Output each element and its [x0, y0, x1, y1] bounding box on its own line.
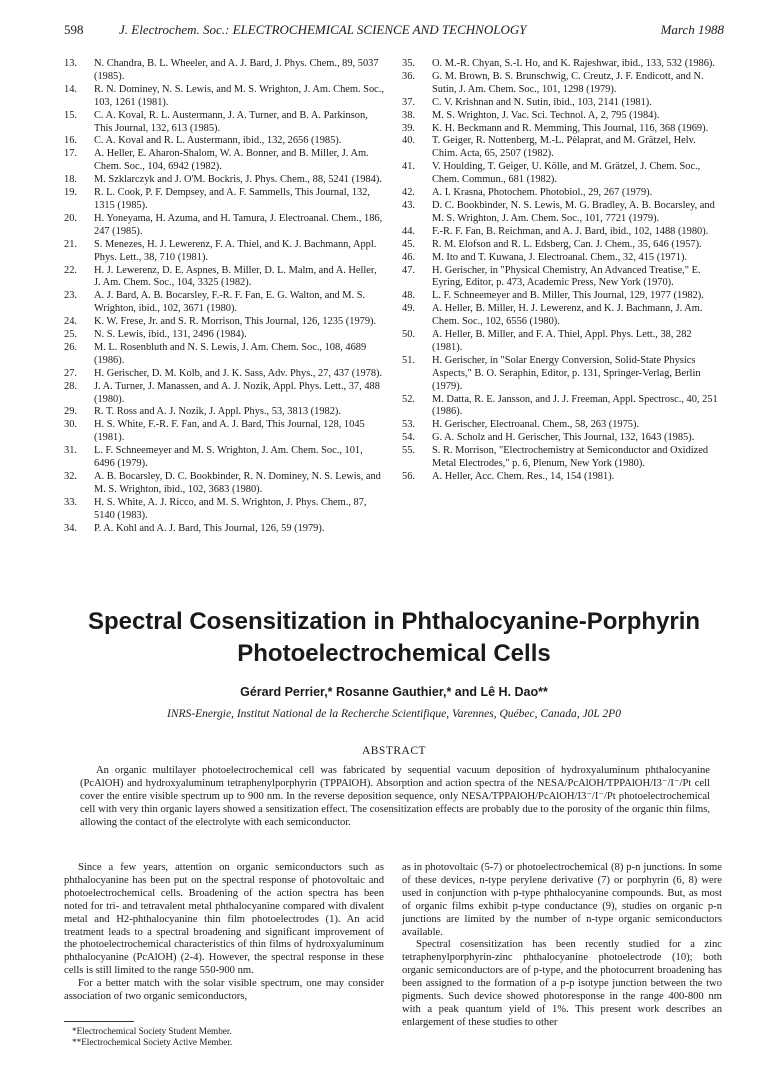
reference-text: K. W. Frese, Jr. and S. R. Morrison, This Journal, 126, 1235 (1979). [94, 316, 377, 328]
reference-number: 38. [402, 109, 415, 121]
reference-item [64, 471, 384, 497]
reference-number: 30. [64, 419, 77, 431]
reference-text: N. S. Lewis, ibid., 131, 2496 (1984). [94, 329, 247, 341]
reference-number: 48. [402, 290, 415, 302]
reference-number: 17. [64, 148, 77, 160]
issue-date: March 1988 [660, 22, 724, 37]
reference-text: V. Houlding, T. Geiger, U. Kölle, and M. Grätzel, J. Chem. Soc., Chem. Commun., 681 (1982). [432, 161, 701, 186]
reference-column-left [64, 58, 384, 536]
reference-number: 35. [402, 58, 415, 69]
reference-item [402, 58, 722, 71]
reference-item [402, 110, 722, 123]
reference-text: L. F. Schneemeyer and M. S. Wrighton, J. Am. Chem. Soc., 101, 6496 (1979). [94, 445, 363, 470]
article-affiliation: INRS-Energie, Institut National de la Recherche Scientifique, Varennes, Québec, Canada, J0L 2P0 [167, 708, 621, 720]
reference-number: 15. [64, 109, 77, 121]
reference-item [64, 497, 384, 523]
reference-number: 45. [402, 238, 415, 250]
reference-number: 14. [64, 83, 77, 95]
reference-text: A. I. Krasna, Photochem. Photobiol., 29, 267 (1979). [432, 187, 653, 199]
reference-text: T. Geiger, R. Nottenberg, M.-L. Pèlaprat, and M. Grätzel, Helv. Chim. Acta, 65, 2507 (1982). [432, 135, 696, 160]
body-paragraph: For a better match with the solar visible spectrum, one may consider association of two organic semiconductors, [64, 978, 384, 1003]
reference-text: H. Yoneyama, H. Azuma, and H. Tamura, J. Electroanal. Chem., 186, 247 (1985). [94, 212, 383, 237]
reference-text: G. M. Brown, B. S. Brunschwig, C. Creutz, J. F. Endicott, and N. Sutin, J. Am. Chem. Soc., 101, 1298 (1979). [432, 70, 704, 95]
reference-text: A. B. Bocarsley, D. C. Bookbinder, R. N. Dominey, N. S. Lewis, and M. S. Wrighton, ibid., 102, 3683 (1980). [94, 471, 381, 495]
reference-number: 21. [64, 238, 77, 250]
reference-text: N. Chandra, B. L. Wheeler, and A. J. Bard, J. Phys. Chem., 89, 5037 (1985). [94, 58, 379, 82]
reference-text: R. N. Dominey, N. S. Lewis, and M. S. Wrighton, J. Am. Chem. Soc., 103, 1261 (1981). [94, 83, 384, 108]
reference-number: 40. [402, 135, 415, 147]
reference-text: H. J. Lewerenz, D. E. Aspnes, B. Miller, D. L. Malm, and A. Heller, J. Am. Chem. Soc., 104, 3325 (1982). [94, 264, 377, 289]
reference-item [402, 303, 722, 329]
reference-item [64, 445, 384, 471]
reference-number: 56. [402, 471, 415, 482]
reference-text: H. Gerischer, in "Physical Chemistry, An Advanced Treatise," E. Eyring, Editor, p. 473, Academic Press, New York (1970). [432, 264, 701, 289]
reference-item [402, 200, 722, 226]
reference-text: G. A. Scholz and H. Gerischer, This Journal, 132, 1643 (1985). [432, 432, 695, 444]
body-paragraph: as in photovoltaic (5-7) or photoelectrochemical (8) p-n junctions. In some of these devices, n-type perylene derivative (7) or porphyrin (6, 8) were used in conjunction with p-type phthalocyanine compounds. But, as most of organic films exhibit p-type conductance (9), studies on organic p-n junctions are limited by the number of n-type organic semiconductors available. [402, 862, 722, 938]
reference-text: C. A. Koval, R. L. Austermann, J. A. Turner, and B. A. Parkinson, This Journal, 132, 613 (1985). [94, 109, 368, 134]
reference-item [64, 290, 384, 316]
footnote: **Electrochemical Society Active Member. [72, 1037, 233, 1047]
reference-item [64, 148, 384, 174]
reference-item [64, 342, 384, 368]
reference-item [402, 394, 722, 420]
body-column-left [64, 862, 384, 1004]
reference-item [64, 406, 384, 419]
reference-item [64, 187, 384, 213]
journal-title: J. Electrochem. Soc.: ELECTROCHEMICAL SCIENCE AND TECHNOLOGY [119, 22, 527, 37]
reference-number: 52. [402, 393, 415, 405]
reference-text: H. S. White, A. J. Ricco, and M. S. Wrighton, J. Phys. Chem., 87, 5140 (1983). [94, 496, 367, 521]
reference-text: A. Heller, E. Aharon-Shalom, W. A. Bonner, and B. Miller, J. Am. Chem. Soc., 104, 6942 (1982). [94, 148, 369, 173]
reference-text: M. Ito and T. Kuwana, J. Electroanal. Chem., 32, 415 (1971). [432, 251, 687, 263]
reference-text: H. S. White, F.-R. F. Fan, and A. J. Bard, This Journal, 128, 1045 (1981). [94, 419, 365, 444]
reference-item [64, 135, 384, 148]
reference-item [402, 135, 722, 161]
article-title [64, 606, 724, 670]
reference-item [402, 252, 722, 265]
reference-text: A. J. Bard, A. B. Bocarsley, F.-R. F. Fan, E. G. Walton, and M. S. Wrighton, ibid., 102, 3671 (1980). [94, 290, 366, 315]
reference-number: 29. [64, 406, 77, 418]
reference-item [402, 97, 722, 110]
reference-text: R. M. Elofson and R. L. Edsberg, Can. J. Chem., 35, 646 (1957). [432, 238, 702, 250]
article-title-line: Photoelectrochemical Cells [237, 640, 551, 667]
reference-item [64, 58, 384, 84]
reference-text: R. T. Ross and A. J. Nozik, J. Appl. Phys., 53, 3813 (1982). [94, 406, 341, 418]
reference-item [64, 523, 384, 536]
reference-text: F.-R. F. Fan, B. Reichman, and A. J. Bard, ibid., 102, 1488 (1980). [432, 225, 709, 237]
reference-item [64, 381, 384, 407]
reference-number: 37. [402, 96, 415, 108]
reference-column-right [402, 58, 722, 484]
reference-number: 20. [64, 212, 77, 224]
reference-item [402, 161, 722, 187]
reference-text: S. R. Morrison, "Electrochemistry at Semiconductor and Oxidized Metal Electrodes," p. 6, Plenum, New York (1980). [432, 445, 709, 470]
article-authors: Gérard Perrier,* Rosanne Gauthier,* and Lê H. Dao** [240, 685, 548, 699]
reference-number: 32. [64, 471, 77, 482]
reference-number: 43. [402, 199, 415, 211]
reference-number: 36. [402, 70, 415, 82]
reference-number: 44. [402, 225, 415, 237]
reference-item [402, 239, 722, 252]
reference-item [402, 329, 722, 355]
reference-number: 55. [402, 445, 415, 457]
footnote-rule [64, 1021, 134, 1022]
reference-number: 50. [402, 329, 415, 341]
reference-number: 22. [64, 264, 77, 276]
reference-item [402, 355, 722, 394]
body-column-right [402, 862, 722, 1030]
footnote: *Electrochemical Society Student Member. [72, 1026, 232, 1036]
reference-number: 26. [64, 341, 77, 353]
reference-text: R. L. Cook, P. F. Dempsey, and A. F. Sammells, This Journal, 132, 1315 (1985). [94, 187, 371, 211]
reference-item [64, 110, 384, 136]
reference-number: 33. [64, 496, 77, 508]
reference-text: C. V. Krishnan and N. Sutin, ibid., 103, 2141 (1981). [432, 96, 652, 108]
reference-number: 27. [64, 367, 77, 379]
abstract-heading: ABSTRACT [361, 745, 427, 757]
reference-number: 42. [402, 187, 415, 199]
reference-item [64, 419, 384, 445]
reference-number: 49. [402, 303, 415, 315]
reference-item [402, 471, 722, 484]
reference-number: 24. [64, 316, 77, 328]
reference-text: S. Menezes, H. J. Lewerenz, F. A. Thiel, and K. J. Bachmann, Appl. Phys. Lett., 38, 710 (1981). [94, 238, 377, 263]
reference-text: M. Szklarczyk and J. O'M. Bockris, J. Phys. Chem., 88, 5241 (1984). [94, 174, 382, 186]
reference-number: 31. [64, 445, 77, 457]
reference-number: 19. [64, 187, 77, 199]
abstract-text: An organic multilayer photoelectrochemical cell was fabricated by sequential vacuum deposition of hydroxyaluminum phthalocyanine (PcAlOH) and hydroxyaluminum tetraphenylporphyrin (TPPAlOH). Absorption and action spectra of the NESA/PcAlOH/TPPAlOH/I3⁻/I⁻/Pt cell cover the entire visible spectrum up to 900 nm. In the reverse deposition sequence, only NESA/TPPAlOH/PcAlOH/I3⁻/I⁻/Pt photoelectrochemical cell with very thin organic layers showed a sensitization effect. The cosensitization effects are probably due to the porosity of the organic thin films, allowing the contact of the electrolyte with each semiconductor. [80, 765, 710, 828]
reference-item [64, 174, 384, 187]
reference-number: 28. [64, 380, 77, 392]
reference-item [402, 226, 722, 239]
reference-text: J. A. Turner, J. Manassen, and A. J. Nozik, Appl. Phys. Lett., 37, 488 (1980). [94, 380, 380, 405]
reference-text: A. Heller, Acc. Chem. Res., 14, 154 (1981). [432, 471, 615, 482]
reference-item [402, 265, 722, 291]
reference-number: 18. [64, 174, 77, 186]
reference-item [64, 329, 384, 342]
reference-text: M. S. Wrighton, J. Vac. Sci. Technol. A, 2, 795 (1984). [432, 109, 660, 121]
reference-text: H. Gerischer, D. M. Kolb, and J. K. Sass, Adv. Phys., 27, 437 (1978). [94, 367, 383, 379]
reference-item [64, 265, 384, 291]
reference-text: L. F. Schneemeyer and B. Miller, This Journal, 129, 1977 (1982). [432, 290, 704, 302]
reference-number: 53. [402, 419, 415, 431]
reference-text: D. C. Bookbinder, N. S. Lewis, M. G. Bradley, A. B. Bocarsley, and M. S. Wrighton, J. Am. Chem. Soc., 101, 7721 (1979). [432, 199, 715, 224]
reference-number: 41. [402, 161, 415, 173]
reference-item [402, 290, 722, 303]
reference-item [402, 445, 722, 471]
reference-text: A. Heller, B. Miller, H. J. Lewerenz, and K. J. Bachmann, J. Am. Chem. Soc., 102, 6556 (1980). [432, 303, 703, 328]
reference-item [402, 71, 722, 97]
reference-item [402, 123, 722, 136]
reference-text: K. H. Beckmann and R. Memming, This Journal, 116, 368 (1969). [432, 122, 709, 134]
reference-number: 23. [64, 290, 77, 302]
reference-item [64, 213, 384, 239]
running-header [64, 22, 724, 40]
reference-item [64, 84, 384, 110]
reference-number: 51. [402, 354, 415, 366]
body-paragraph: Spectral cosensitization has been recently studied for a zinc tetraphenylporphyrin-zinc phthalocyanine photoelectrode (10); both organic semiconductors are of p-type, and the photocurrent broadening has been assigned to the formation of a p-p isotype junction between the two pigments. Such device showed photoresponse in the range 400-800 nm with a peak quantum yield of 1%. This present work describes an enlargement of these studies to other [402, 939, 722, 1028]
reference-number: 13. [64, 58, 77, 69]
reference-number: 54. [402, 432, 415, 444]
body-paragraph: Since a few years, attention on organic semiconductors such as phthalocyanine has been put on the spectral response of photovoltaic and photoelectrochemical cells. Broadening of the action spectra has been noted for tri- and tetravalent metal phthalocyanine compared with divalent metal and H2-phthalocyanine thin film photoelectrodes (1). An acid treatment leads to a spectral broadening and significant improvement of the photoelectrochemical characteristics of thin films of hydroxyaluminum phthalocyanine (PcAlOH) (2-4). However, the spectral response in these cells is still limited to the range 550-900 nm. [64, 862, 384, 977]
reference-text: A. Heller, B. Miller, and F. A. Thiel, Appl. Phys. Lett., 38, 282 (1981). [432, 329, 692, 353]
reference-number: 34. [64, 522, 77, 534]
reference-item [64, 368, 384, 381]
reference-number: 39. [402, 122, 415, 134]
reference-text: M. L. Rosenbluth and N. S. Lewis, J. Am. Chem. Soc., 108, 4689 (1986). [94, 341, 367, 366]
article-title-line: Spectral Cosensitization in Phthalocyanine-Porphyrin [87, 608, 701, 635]
reference-item [402, 187, 722, 200]
page-number: 598 [64, 22, 84, 37]
reference-text: M. Datta, R. E. Jansson, and J. J. Freeman, Appl. Spectrosc., 40, 251 (1986). [432, 393, 718, 418]
reference-text: H. Gerischer, Electroanal. Chem., 58, 263 (1975). [432, 419, 640, 431]
reference-number: 16. [64, 135, 77, 147]
reference-text: P. A. Kohl and A. J. Bard, This Journal, 126, 59 (1979). [94, 522, 325, 534]
reference-item [402, 419, 722, 432]
reference-item [402, 432, 722, 445]
reference-text: O. M.-R. Chyan, S.-I. Ho, and K. Rajeshwar, ibid., 133, 532 (1986). [432, 58, 715, 69]
reference-text: C. A. Koval and R. L. Austermann, ibid., 132, 2656 (1985). [94, 135, 342, 147]
reference-item [64, 239, 384, 265]
reference-number: 25. [64, 329, 77, 341]
reference-number: 47. [402, 264, 415, 276]
reference-number: 46. [402, 251, 415, 263]
reference-item [64, 316, 384, 329]
reference-text: H. Gerischer, in "Solar Energy Conversion, Solid-State Physics Aspects," B. O. Seraphin, Editor, p. 131, Springer-Verlag, Berlin (1979). [432, 354, 701, 392]
